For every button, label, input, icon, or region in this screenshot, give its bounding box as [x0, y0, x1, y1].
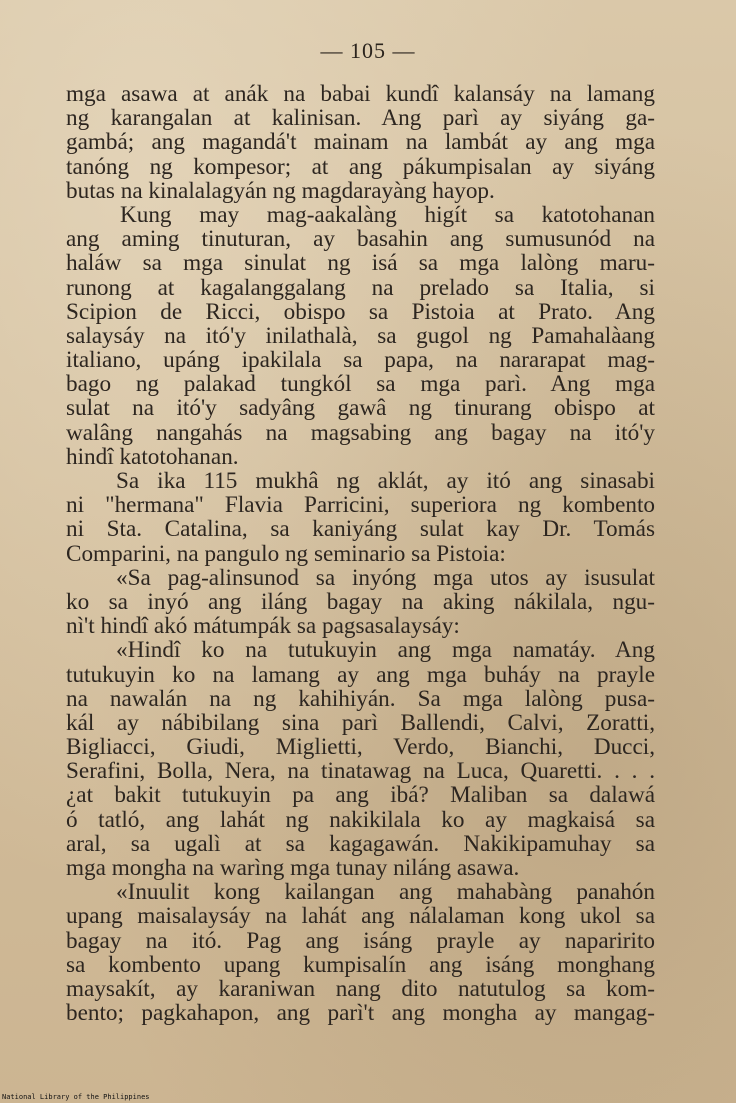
text-line: «Hindî ko na tutukuyin ang mga namatáy. Ang: [116, 637, 655, 664]
text-line: sulat na itó'y sadyâng gawâ ng tinurang obispo at: [66, 395, 655, 422]
library-credit: National Library of the Philippines: [2, 1093, 150, 1101]
text-line: bago ng palakad tungkól sa mga parì. Ang mga: [66, 371, 655, 398]
text-line: Kung may mag-aakalàng higít sa katotohanan: [120, 201, 655, 228]
text-line: aral, sa ugalì at sa kagagawán. Nakikipamuhay sa: [66, 830, 655, 857]
text-line: Serafini, Bolla, Nera, na tinatawag na Luca, Quaretti. . . .: [66, 758, 655, 785]
text-line: «Inuulit kong kailangan ang mahabàng panahón: [116, 879, 655, 906]
text-line: mga asawa at anák na babai kundî kalansáy na lamang: [66, 81, 655, 107]
text-line: tutukuyin ko na lamang ay ang mga buháy na prayle: [66, 661, 655, 688]
text-line: bagay na itó. Pag ang isáng prayle ay naparirito: [66, 927, 655, 954]
text-line: mga mongha na warìng mga tunay niláng asawa.: [66, 855, 520, 881]
page-number: — 105 —: [320, 38, 416, 63]
text-line: ko sa inyó ang iláng bagay na aking nákilala, ngu-: [66, 588, 655, 615]
text-line: butas na kinalalagyán ng magdarayàng hayop.: [66, 177, 495, 204]
text-line: Comparini, na pangulo ng seminario sa Pistoia:: [66, 540, 506, 567]
text-line: bento; pagkahapon, ang parì't ang mongha ay mangag-: [66, 1000, 655, 1027]
text-line: Sa ika 115 mukhâ ng aklát, ay itó ang sinasabi: [116, 468, 655, 494]
text-line: hindî katotohanan.: [66, 443, 239, 470]
text-line: haláw sa mga sinulat ng isá sa mga lalòng maru-: [66, 250, 655, 277]
text-line: ni Sta. Catalina, sa kaniyáng sulat kay Dr. Tomás: [66, 516, 655, 543]
text-line: tanóng ng kompesor; at ang pákumpisalan ay siyáng: [66, 153, 655, 180]
text-line: kál ay nábibilang sina parì Ballendi, Calvi, Zoratti,: [66, 709, 655, 736]
text-line: nì't hindî akó mátumpák sa pagsasalaysáy:: [66, 613, 460, 640]
text-line: gambá; ang magandá't mainam na lambát ay ang mga: [66, 129, 655, 156]
text-line: walâng nangahás na magsabing ang bagay na itó'y: [66, 419, 655, 446]
text-line: upang maisalaysáy na lahát ang nálalaman kong ukol sa: [66, 903, 655, 930]
text-line: maysakít, ay karaniwan nang dito natutulog sa kom-: [66, 975, 655, 1002]
text-line: Scipion de Ricci, obispo sa Pistoia at Prato. Ang: [66, 298, 655, 325]
text-line: runong at kagalanggalang na prelado sa Italia, si: [66, 274, 655, 301]
text-line: italiano, upáng ipakilala sa papa, na nararapat mag-: [66, 347, 655, 374]
text-line: ang aming tinuturan, ay basahin ang sumusunód na: [66, 226, 655, 253]
text-line: ni "hermana" Flavia Parricini, superiora ng kombento: [66, 492, 655, 519]
text-line: sa kombento upang kumpisalín ang isáng monghang: [66, 951, 655, 978]
text-line: ng karangalan at kalinisan. Ang parì ay siyáng ga-: [66, 105, 655, 132]
text-line: ó tatló, ang lahát ng nakikilala ko ay magkaisá sa: [66, 806, 655, 833]
text-line: ¿at bakit tutukuyin pa ang ibá? Maliban sa dalawá: [66, 782, 655, 809]
text-line: «Sa pag-alinsunod sa inyóng mga utos ay isusulat: [116, 564, 655, 591]
text-line: Bigliacci, Giudi, Miglietti, Verdo, Bianchi, Ducci,: [66, 734, 655, 761]
text-line: salaysáy na itó'y inilathalà, sa gugol ng Pamahalàang: [66, 322, 655, 349]
text-line: na nawalán na ng kahihiyán. Sa mga lalòng pusa-: [66, 685, 655, 712]
body-text: [66, 82, 655, 1025]
